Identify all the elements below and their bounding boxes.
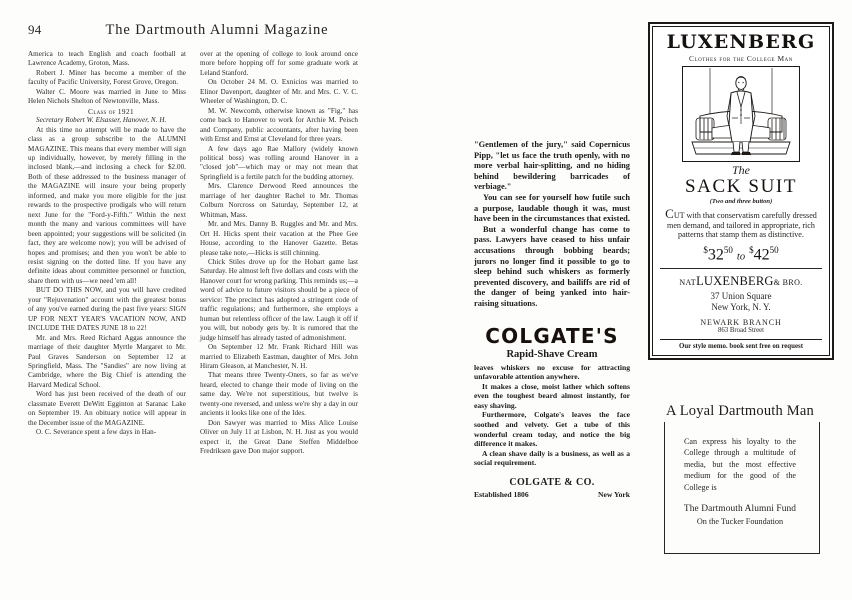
paragraph: But a wonderful change has come to pass. Lawyers have ceased to hiss unfair accusations through bobbing beards; jurors no longer find it possible to go to sleep behind such whiskers as formerly prevented discovery, and bailiffs are rid of the danger of being yanked into hair-raising situations.: [474, 224, 630, 308]
paragraph: Don Sawyer was married to Miss Alice Louise Oliver on July 11 at Lisbon, N. H. Just as you would expect it, the Great Dane Steffen Middelboe Fredriksen gave Don major support.: [200, 418, 358, 456]
paragraph: over at the opening of college to look around once more before hopping off for some graduate work at Leland Stanford.: [200, 50, 358, 77]
paragraph: Mrs. Clarence Derwood Reed announces the marriage of her daughter Rachel to Mr. Thomas Colburn Norcross on Saturday, September 12, at Whitman, Mass.: [200, 182, 358, 219]
colgate-footer: [474, 490, 630, 499]
paragraph: On October 24 M. O. Exnicios was married to Elinor Davenport, daughter of Mr. and Mrs. C. V. C. Wheeler of Washington, D. C.: [200, 78, 358, 106]
paragraph: Walter C. Moore was married in June to Miss Helen Nichols Shelton of Newtonville, Mass.: [28, 87, 186, 106]
man-in-suit-illustration: [682, 66, 800, 162]
paragraph: BUT DO THIS NOW, and you will have credited your "Rejuvenation" account with the greatest bonus of any you've earned during the past five years: SIGN UP FOR NEXT YEAR'S VACATION NOW, AND INCLUDE THE DATES JUNE 18 to 22!: [28, 286, 186, 333]
fund-body-copy: Can express his loyalty to the College through a multitude of media, but the most effective medium for the good of the College is: [684, 437, 796, 492]
colgate-body-copy: [474, 363, 630, 469]
colgate-advertisement[interactable]: [474, 140, 630, 499]
colgate-city: New York: [598, 490, 630, 500]
colgate-product-name: Rapid-Shave Cream: [506, 348, 598, 360]
magazine-title: The Dartmouth Alumni Magazine: [105, 22, 329, 38]
paragraph: It makes a close, moist lather which softens even the toughest beard almost instantly, for easy shaving.: [474, 381, 630, 410]
firm-suffix: & BRO.: [773, 278, 803, 288]
paragraph: Chick Stiles drove up for the Hobart game last Saturday. He almost left five dollars and costs with the Hanover court for wrong parking. This reminds us;—a word of advice to future visitors should be a piece of service: The precinct has adopted a stringent code of traffic regulations; and furthermore, she employs a human but relentless officer of the law. Laugh it off if you will, but nobody gets by. It is rumored that the judge himself has already tasted of admonishment.: [200, 257, 358, 342]
paragraph: Mr. and Mrs. Danny B. Ruggles and Mr. and Mrs. Ort H. Hicks spent their vacation at the Phee Gee House, according to the Hanover Gazette. Betas please take note,—Hicks is still chinning.: [200, 220, 358, 257]
price-to-label: to: [736, 251, 746, 263]
luxenberg-dropcap: C: [665, 206, 674, 222]
alumni-fund-advertisement[interactable]: [654, 402, 826, 554]
colgate-lede: [474, 140, 630, 310]
luxenberg-product-note: (Two and three button): [709, 198, 773, 206]
middle-text-column: [200, 50, 358, 456]
luxenberg-copy-text: UT with that conservatism carefully dressed men demand, and tailored in appropriate, rich patterns that stamp them as distinctive.: [667, 211, 817, 240]
luxenberg-tagline: Clothes for the College Man: [689, 53, 793, 63]
firm-prefix: NAT: [679, 278, 697, 288]
luxenberg-branch-address: 863 Broad Street: [717, 326, 765, 334]
paragraph: That means three Twenty-Oners, so far as we've heard, elected to change their mode of living on the same day. We're not superstitious, but twelve is twenty-one reversed, and unless we're shy a day in our ancients it looks like one of the Ides.: [200, 371, 358, 418]
luxenberg-advertisement[interactable]: [648, 22, 834, 360]
paragraph: "Gentlemen of the jury," said Copernicus Pipp, "let us face the truth openly, with no more verbal hair-splitting, and no hiding behind bewildering barricades of verbiage.": [474, 140, 630, 192]
firm-name: LUXENBERG: [696, 274, 774, 289]
fund-closing: [666, 504, 814, 526]
paragraph: M. W. Newcomb, otherwise known as "Fig," has come back to Hanover to work for Archie M. Peisch and Company, public accountants, after having been with Ernst and Ernst at Cleveland for three years.: [200, 106, 358, 144]
luxenberg-firm: [660, 274, 822, 288]
fund-foundation: On the Tucker Foundation: [696, 517, 784, 526]
luxenberg-the-label: The: [732, 162, 750, 177]
paragraph: You can see for yourself how futile such a purpose, laudable though it was, must have been in the circumstances that existed.: [474, 192, 630, 224]
fund-name: The Dartmouth Alumni Fund: [683, 504, 797, 514]
luxenberg-memo-offer: Our style memo. book sent free on request: [660, 339, 822, 350]
luxenberg-branch-label: NEWARK BRANCH: [700, 317, 782, 327]
luxenberg-copy: [660, 207, 822, 240]
colgate-company-name: COLGATE & CO.: [509, 477, 595, 489]
paragraph: Word has just been received of the death of our classmate Everett DeWitt Egginton at Saranac Lake on September 19. An obituary notice will appear in the December issue of the MAGAZINE.: [28, 390, 186, 427]
luxenberg-ad-frame: [652, 26, 830, 356]
paragraph: Robert J. Miner has become a member of the faculty of Pacific University, Forest Grove, Oregon.: [28, 68, 186, 87]
class-secretary: Secretary Robert W. Elsasser, Hanover, N. H.: [36, 116, 167, 125]
luxenberg-address: [660, 291, 822, 313]
paragraph: O. C. Severance spent a few days in Han-: [36, 428, 157, 437]
paragraph: Mr. and Mrs. Reed Richard Aggas announce the marriage of their daughter Myrtle Margaret to Mr. Paul Graves Sanderson on September 12 at Springfield, Mass. The "Sandies" are now living at Cambridge, where the Big Chief is attending the Harvard Medical School.: [28, 333, 186, 389]
colgate-established: Established 1806: [474, 490, 529, 500]
price-low-cents: 50: [723, 244, 733, 255]
luxenberg-brand-name: LUXENBERG: [666, 31, 816, 53]
price-high-currency: $: [749, 244, 754, 255]
paragraph: A few days ago Rae Mallory (widely known political boss) was rolling around Hanover in a "closed job"—which may or may not mean that Springfield is a fertile patch for the budding attorney.: [200, 144, 358, 181]
paragraph: America to teach English and coach football at Lawrence Academy, Groton, Mass.: [28, 50, 186, 68]
paragraph: At this time no attempt will be made to have the class as a group subscribe to the ALUMNI MAGAZINE. This means that every member will sign up individually, however, by merely filling in the inclosed blank,—and inclosing a check for $2.00. Both of these addressed to the business manager of the MAGAZINE will insure your being properly informed, and make you more eligible for the just rewards to the prospective prodigals who will return next June for the "Ford-y-Fifth." Within the next month the many and various committees will have been appointed; your suggestions will be solicited (in fact, they are welcome now); you will be advised of hopes and promises; and then you won't be able to resist signing on the dotted line. If you have any definite ideas about committee personnel or function, share them with us—we need 'em all!: [28, 125, 186, 285]
address-street: 37 Union Square: [710, 290, 772, 301]
colgate-logo: COLGATE'S: [485, 323, 619, 348]
paragraph: Furthermore, Colgate's leaves the face soothed and velvety. Get a tube of this wonderful cream today, and notice the big difference it makes.: [474, 410, 630, 449]
divider: [660, 268, 822, 269]
price-low-whole: 32: [707, 246, 724, 264]
left-text-column: [28, 50, 186, 438]
paragraph: A clean shave daily is a business, as well as a social requirement.: [474, 448, 630, 468]
luxenberg-product-name: SACK SUIT: [684, 176, 798, 198]
address-city: New York, N. Y.: [711, 301, 771, 312]
paragraph: leaves whiskers no excuse for attracting unfavorable attention anywhere.: [474, 362, 630, 382]
luxenberg-price-range: [660, 245, 822, 264]
price-high-whole: 42: [753, 246, 770, 264]
fund-headline: A Loyal Dartmouth Man: [654, 402, 826, 422]
running-head: [0, 22, 470, 42]
page-number: 94: [28, 22, 42, 37]
price-high-cents: 50: [769, 244, 779, 255]
paragraph: On September 12 Mr. Frank Richard Hill was married to Elizabeth Eastman, daughter of Mrs. John Hiram Gleason, at Manchester, N. H.: [200, 343, 358, 370]
class-heading: Class of 1921: [88, 106, 134, 116]
price-low-currency: $: [703, 244, 708, 255]
